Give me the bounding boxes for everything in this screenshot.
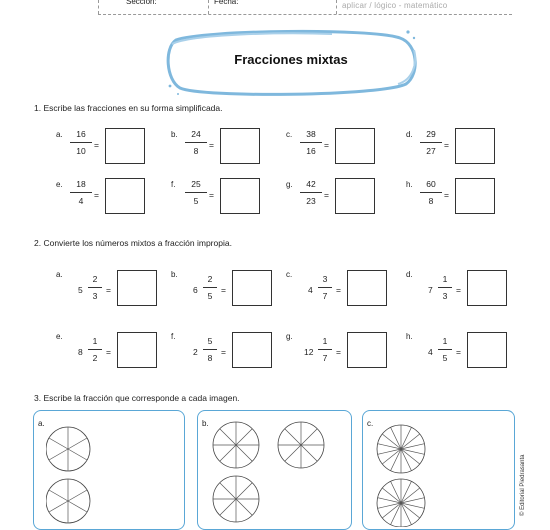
item-label: f. — [171, 180, 176, 189]
equals-sign: = — [106, 285, 111, 295]
equals-sign: = — [209, 190, 214, 200]
header-subtitle: aplicar / lógico - matemático — [342, 1, 448, 10]
mixed-fraction — [318, 273, 332, 302]
answer-box[interactable] — [105, 178, 145, 214]
header-rule — [98, 14, 512, 15]
mixed-fraction — [203, 335, 217, 364]
question-1-title: 1. Escribe las fracciones en su forma simplificada. — [34, 103, 223, 113]
numerator: 38 — [306, 129, 316, 139]
answer-box[interactable] — [232, 270, 272, 306]
item-label: b. — [171, 130, 178, 139]
whole-number: 6 — [193, 285, 198, 295]
circle-diagrams-a — [46, 417, 106, 527]
mixed-fraction — [318, 335, 332, 364]
question-2-title: 2. Convierte los números mixtos a fracción impropia. — [34, 238, 232, 248]
denominator: 4 — [78, 196, 84, 206]
header-divider — [208, 0, 209, 14]
whole-number: 4 — [428, 347, 433, 357]
image-panel-a — [33, 410, 185, 530]
answer-box[interactable] — [105, 128, 145, 164]
equals-sign: = — [221, 347, 226, 357]
whole-number: 7 — [428, 285, 433, 295]
answer-box[interactable] — [220, 128, 260, 164]
equals-sign: = — [456, 347, 461, 357]
denominator: 23 — [306, 196, 316, 206]
numerator: 1 — [92, 336, 98, 346]
denominator: 10 — [76, 146, 86, 156]
numerator: 3 — [322, 274, 328, 284]
denominator: 2 — [92, 353, 98, 363]
item-label: g. — [286, 332, 293, 341]
circle-diagrams-c — [371, 417, 441, 527]
whole-number: 12 — [304, 347, 314, 357]
denominator: 5 — [207, 291, 213, 301]
fraction-bar — [438, 287, 452, 288]
equals-sign: = — [444, 190, 449, 200]
equals-sign: = — [221, 285, 226, 295]
header-divider — [98, 0, 99, 14]
fraction-bar — [420, 192, 442, 193]
numerator: 2 — [207, 274, 213, 284]
numerator: 18 — [76, 179, 86, 189]
answer-box[interactable] — [455, 178, 495, 214]
denominator: 8 — [193, 146, 199, 156]
numerator: 5 — [207, 336, 213, 346]
numerator: 60 — [426, 179, 436, 189]
numerator: 1 — [442, 336, 448, 346]
equals-sign: = — [324, 140, 329, 150]
question-3-title: 3. Escribe la fracción que corresponde a cada imagen. — [34, 393, 240, 403]
equals-sign: = — [209, 140, 214, 150]
fraction-bar — [318, 287, 332, 288]
denominator: 16 — [306, 146, 316, 156]
whole-number: 8 — [78, 347, 83, 357]
circle-diagrams-b — [206, 417, 346, 527]
mixed-fraction — [88, 273, 102, 302]
fraction-bar — [300, 142, 322, 143]
numerator: 24 — [191, 129, 201, 139]
denominator: 27 — [426, 146, 436, 156]
header-divider — [336, 0, 337, 14]
equals-sign: = — [336, 285, 341, 295]
answer-box[interactable] — [220, 178, 260, 214]
fraction — [300, 128, 322, 157]
item-label: d. — [406, 130, 413, 139]
fraction-bar — [318, 349, 332, 350]
item-label: h. — [406, 180, 413, 189]
answer-box[interactable] — [335, 128, 375, 164]
fraction-bar — [88, 287, 102, 288]
fraction-bar — [185, 192, 207, 193]
equals-sign: = — [324, 190, 329, 200]
item-label: c. — [286, 130, 293, 139]
denominator: 5 — [193, 196, 199, 206]
publisher-credit: © Editorial Piedrasanta — [520, 454, 526, 516]
fraction-bar — [438, 349, 452, 350]
answer-box[interactable] — [467, 270, 507, 306]
answer-box[interactable] — [117, 270, 157, 306]
mixed-fraction — [438, 273, 452, 302]
item-label: b. — [171, 270, 178, 279]
fraction-bar — [300, 192, 322, 193]
answer-box[interactable] — [117, 332, 157, 368]
panel-label: b. — [202, 419, 209, 428]
item-label: g. — [286, 180, 293, 189]
fraction — [185, 178, 207, 207]
fraction — [300, 178, 322, 207]
denominator: 8 — [428, 196, 434, 206]
image-panel-c — [362, 410, 515, 530]
whole-number: 4 — [308, 285, 313, 295]
page-title: Fracciones mixtas — [234, 52, 348, 67]
image-panel-b — [197, 410, 352, 530]
fraction — [70, 178, 92, 207]
fecha-label: Fecha: — [214, 0, 239, 6]
fraction-bar — [70, 142, 92, 143]
answer-box[interactable] — [347, 270, 387, 306]
fraction-bar — [70, 192, 92, 193]
equals-sign: = — [94, 190, 99, 200]
answer-box[interactable] — [455, 128, 495, 164]
item-label: a. — [56, 130, 63, 139]
item-label: d. — [406, 270, 413, 279]
item-label: c. — [286, 270, 293, 279]
numerator: 16 — [76, 129, 86, 139]
panel-label: a. — [38, 419, 45, 428]
denominator: 3 — [442, 291, 448, 301]
denominator: 5 — [442, 353, 448, 363]
denominator: 7 — [322, 291, 328, 301]
equals-sign: = — [444, 140, 449, 150]
numerator: 1 — [322, 336, 328, 346]
fraction — [420, 128, 442, 157]
equals-sign: = — [336, 347, 341, 357]
mixed-fraction — [203, 273, 217, 302]
equals-sign: = — [456, 285, 461, 295]
denominator: 7 — [322, 353, 328, 363]
fraction — [185, 128, 207, 157]
numerator: 42 — [306, 179, 316, 189]
numerator: 2 — [92, 274, 98, 284]
fraction — [70, 128, 92, 157]
seccion-label: Sección: — [126, 0, 157, 6]
fraction-bar — [203, 349, 217, 350]
item-label: e. — [56, 332, 63, 341]
fraction-bar — [185, 142, 207, 143]
numerator: 29 — [426, 129, 436, 139]
whole-number: 5 — [78, 285, 83, 295]
mixed-fraction — [438, 335, 452, 364]
item-label: e. — [56, 180, 63, 189]
equals-sign: = — [106, 347, 111, 357]
whole-number: 2 — [193, 347, 198, 357]
panel-label: c. — [367, 419, 374, 428]
numerator: 25 — [191, 179, 201, 189]
fraction — [420, 178, 442, 207]
fraction-bar — [420, 142, 442, 143]
mixed-fraction — [88, 335, 102, 364]
denominator: 3 — [92, 291, 98, 301]
answer-box[interactable] — [335, 178, 375, 214]
denominator: 8 — [207, 353, 213, 363]
fraction-bar — [203, 287, 217, 288]
answer-box[interactable] — [347, 332, 387, 368]
equals-sign: = — [94, 140, 99, 150]
numerator: 1 — [442, 274, 448, 284]
answer-box[interactable] — [467, 332, 507, 368]
fraction-bar — [88, 349, 102, 350]
item-label: h. — [406, 332, 413, 341]
item-label: a. — [56, 270, 63, 279]
answer-box[interactable] — [232, 332, 272, 368]
item-label: f. — [171, 332, 176, 341]
